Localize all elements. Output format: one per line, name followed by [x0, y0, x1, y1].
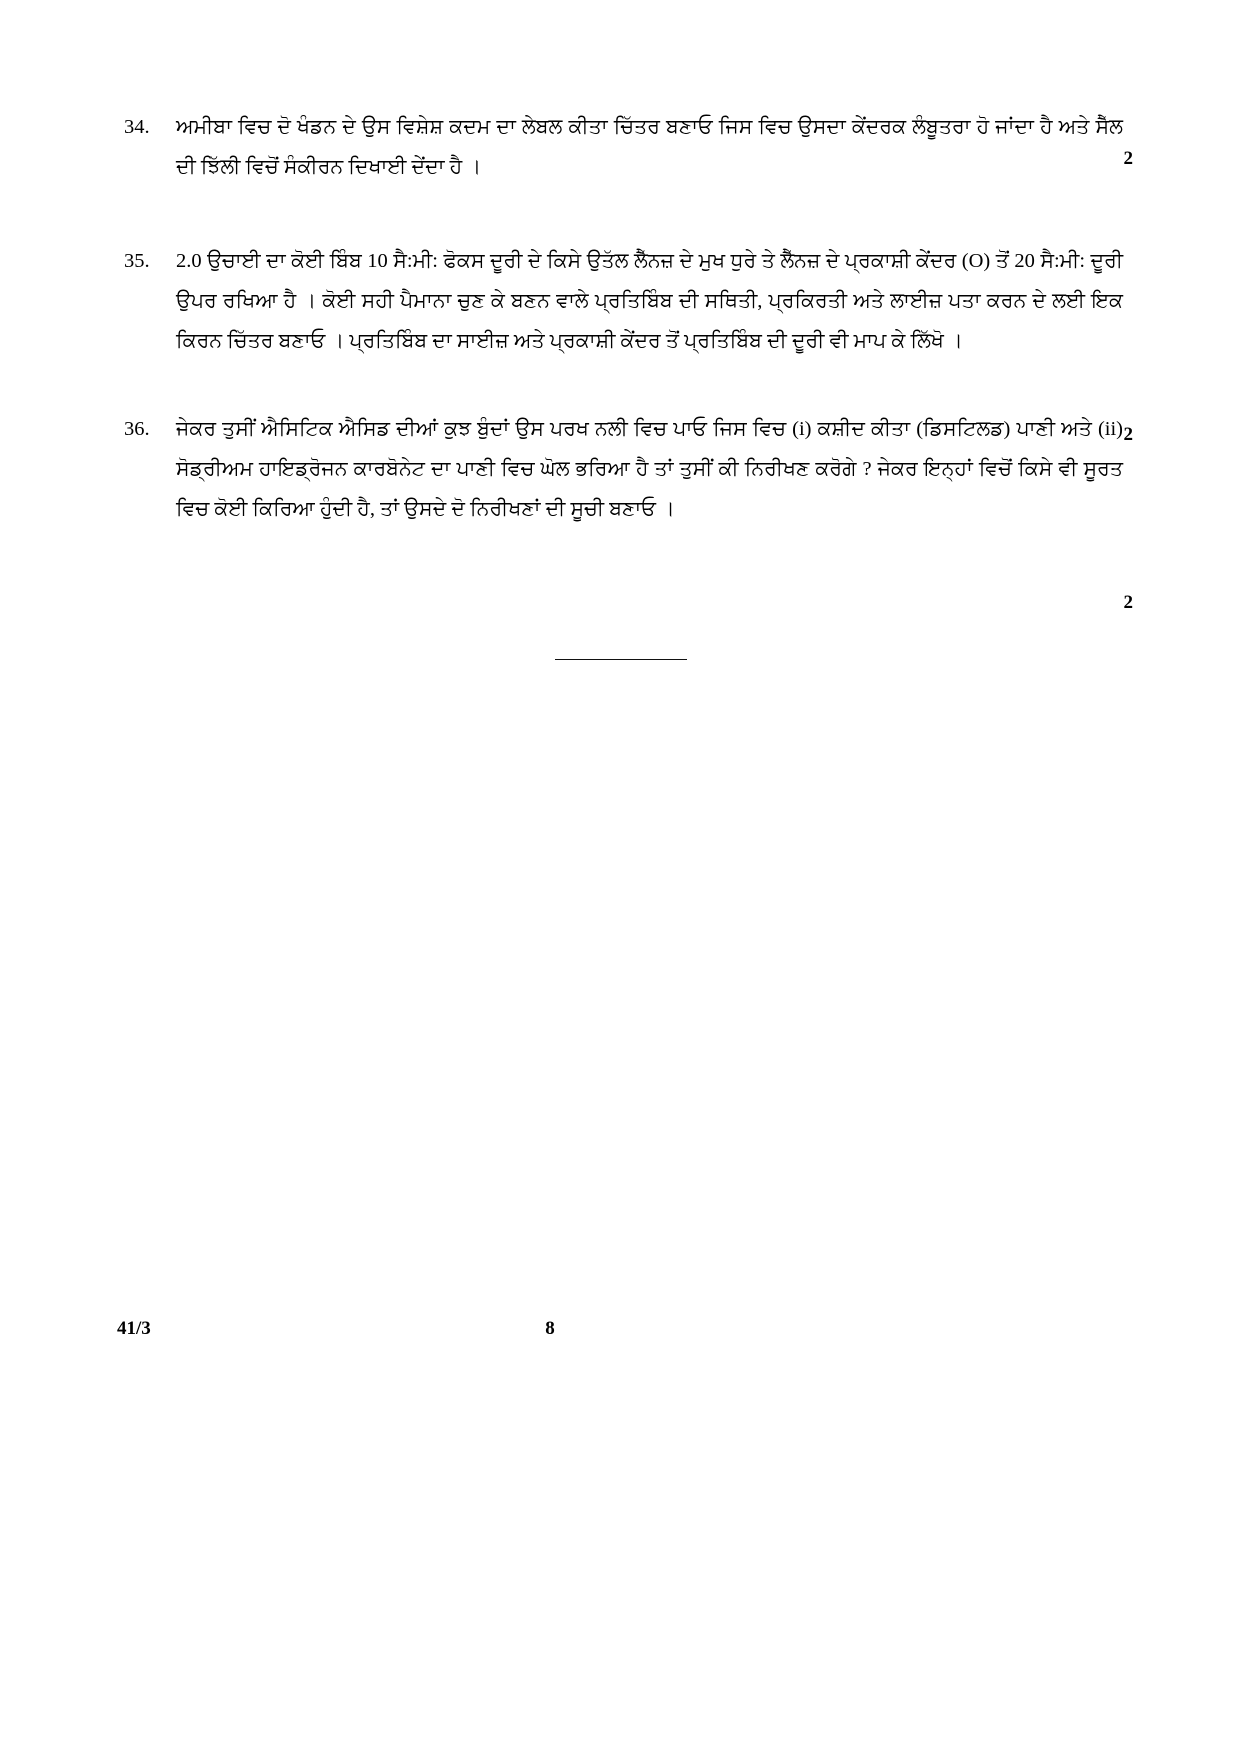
question-marks: 2 — [1123, 423, 1133, 445]
question-number: 35. — [124, 249, 150, 272]
question-number: 34. — [124, 116, 150, 138]
question-item — [0, 410, 1241, 613]
section-divider — [0, 650, 1241, 668]
question-text: ਅਮੀਬਾ ਵਿਚ ਦੋ ਖੰਡਨ ਦੇ ਉਸ ਵਿਸ਼ੇਸ਼ ਕਦਮ ਦਾ ਲੇਬਲ ਕੀਤਾ ਚਿੱਤਰ ਬਣਾਓ ਜਿਸ ਵਿਚ ਉਸਦਾ ਕੇਂਦਰਕ ਲੰਬੂਤਰਾ ਹੋ ਜਾਂਦਾ ਹੈ ਅਤੇ ਸੈੱਲ ਦੀ ਝਿੱਲੀ ਵਿਚੋਂ ਸੰਕੀਰਨ ਦਿਖਾਈ ਦੇਂਦਾ ਹੈ । — [176, 116, 1123, 178]
paper-code: 41/3 — [117, 1318, 151, 1339]
question-marks: 2 — [1123, 591, 1133, 613]
question-number: 36. — [124, 417, 150, 440]
questions-list — [0, 108, 1241, 613]
page-number: 8 — [545, 1318, 555, 1339]
question-text: 2.0 ਉਚਾਈ ਦਾ ਕੋਈ ਬਿੰਬ 10 ਸੈ:ਮੀ: ਫੋਕਸ ਦੂਰੀ ਦੇ ਕਿਸੇ ਉਤੱਲ ਲੈੱਨਜ਼ ਦੇ ਮੁਖ ਧੁਰੇ ਤੇ ਲੈੱਨਜ਼ ਦੇ ਪ੍ਰਕਾਸ਼ੀ ਕੇਂਦਰ (O) ਤੋਂ 20 ਸੈ:ਮੀ: ਦੂਰੀ ਉਪਰ ਰਖਿਆ ਹੈ । ਕੋਈ ਸਹੀ ਪੈਮਾਨਾ ਚੁਣ ਕੇ ਬਣਨ ਵਾਲੇ ਪ੍ਰਤਿਬਿੰਬ ਦੀ ਸਥਿਤੀ, ਪ੍ਰਕਿਰਤੀ ਅਤੇ ਲਾਈਜ਼ ਪਤਾ ਕਰਨ ਦੇ ਲਈ ਇਕ ਕਿਰਨ ਚਿੱਤਰ ਬਣਾਓ । ਪ੍ਰਤਿਬਿੰਬ ਦਾ ਸਾਈਜ਼ ਅਤੇ ਪ੍ਰਕਾਸ਼ੀ ਕੇਂਦਰ ਤੋਂ ਪ੍ਰਤਿਬਿੰਬ ਦੀ ਦੂਰੀ ਵੀ ਮਾਪ ਕੇ ਲਿੱਖੋ । — [176, 249, 1123, 352]
page-footer — [0, 1318, 1241, 1348]
question-item — [0, 108, 1241, 188]
question-text: ਜੇਕਰ ਤੁਸੀਂ ਐਸਿਟਿਕ ਐਸਿਡ ਦੀਆਂ ਕੁਝ ਬੁੰਦਾਂ ਉਸ ਪਰਖ ਨਲੀ ਵਿਚ ਪਾਓ ਜਿਸ ਵਿਚ (i) ਕਸ਼ੀਦ ਕੀਤਾ (ਡਿਸਟਿਲਡ) ਪਾਣੀ ਅਤੇ (ii) ਸੋਡ੍ਰੀਅਮ ਹਾਇਡ੍ਰੋਜਨ ਕਾਰਬੋਨੇਟ ਦਾ ਪਾਣੀ ਵਿਚ ਘੋਲ ਭਰਿਆ ਹੈ ਤਾਂ ਤੁਸੀਂ ਕੀ ਨਿਰੀਖਣ ਕਰੋਗੇ ? ਜੇਕਰ ਇਨ੍ਹਾਂ ਵਿਚੋਂ ਕਿਸੇ ਵੀ ਸੂਰਤ ਵਿਚ ਕੋਈ ਕਿਰਿਆ ਹੁੰਦੀ ਹੈ, ਤਾਂ ਉਸਦੇ ਦੋ ਨਿਰੀਖਣਾਂ ਦੀ ਸੂਚੀ ਬਣਾਓ । — [176, 417, 1123, 520]
question-marks: 2 — [1123, 148, 1133, 169]
divider-line — [555, 659, 687, 660]
